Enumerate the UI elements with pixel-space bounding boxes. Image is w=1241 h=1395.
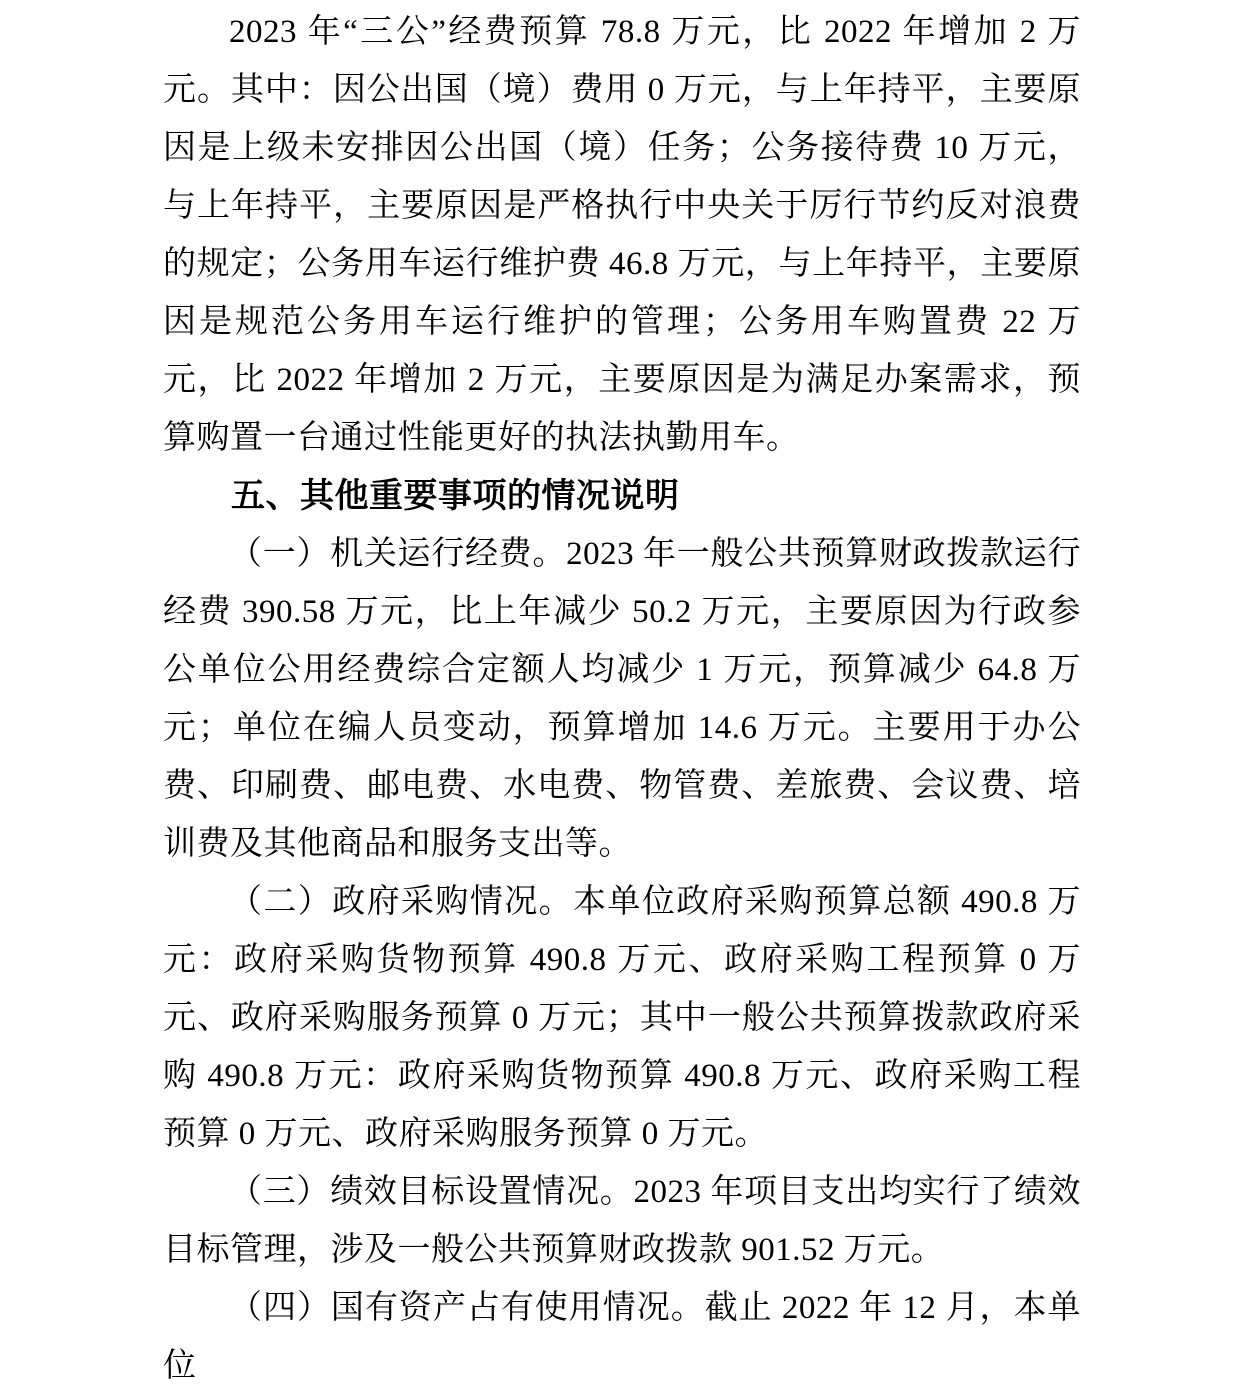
section-heading-other-important-matters: 五、其他重要事项的情况说明 — [231, 476, 680, 516]
paragraph-state-owned-assets: （四）国有资产占有使用情况。截止 2022 年 12 月，本单位 — [163, 1290, 1081, 1384]
paragraph-government-procurement: （二）政府采购情况。本单位政府采购预算总额 490.8 万元：政府采购货物预算 490.8 万元、政府采购工程预算 0 万元、政府采购服务预算 0 万元；其中一般公共预算拨款政府采购 490.8 万元：政府采购货物预算 490.8 万元、政府采购工程预算 0 万元、政府采购服务预算 0 万元。 — [163, 884, 1081, 1152]
paragraph-agency-operating-expenses: （一）机关运行经费。2023 年一般公共预算财政拨款运行经费 390.58 万元，比上年减少 50.2 万元，主要原因为行政参公单位公用经费综合定额人均减少 1 万元，预算减少 64.8 万元；单位在编人员变动，预算增加 14.6 万元。主要用于办公费、印刷费、邮电费、水电费、物管费、差旅费、会议费、培训费及其他商品和服务支出等。 — [163, 536, 1081, 862]
paragraph-sangong-budget: 2023 年“三公”经费预算 78.8 万元，比 2022 年增加 2 万元。其中：因公出国（境）费用 0 万元，与上年持平，主要原因是上级未安排因公出国（境）任务；公务接待费 10 万元，与上年持平，主要原因是严格执行中央关于厉行节约反对浪费的规定；公务用车运行维护费 46.8 万元，与上年持平，主要原因是规范公务用车运行维护的管理；公务用车购置费 22 万元，比 2022 年增加 2 万元，主要原因是为满足办案需求，预算购置一台通过性能更好的执法执勤用车。 — [163, 14, 1081, 456]
paragraph-performance-targets: （三）绩效目标设置情况。2023 年项目支出均实行了绩效目标管理，涉及一般公共预算财政拨款 901.52 万元。 — [163, 1174, 1081, 1268]
